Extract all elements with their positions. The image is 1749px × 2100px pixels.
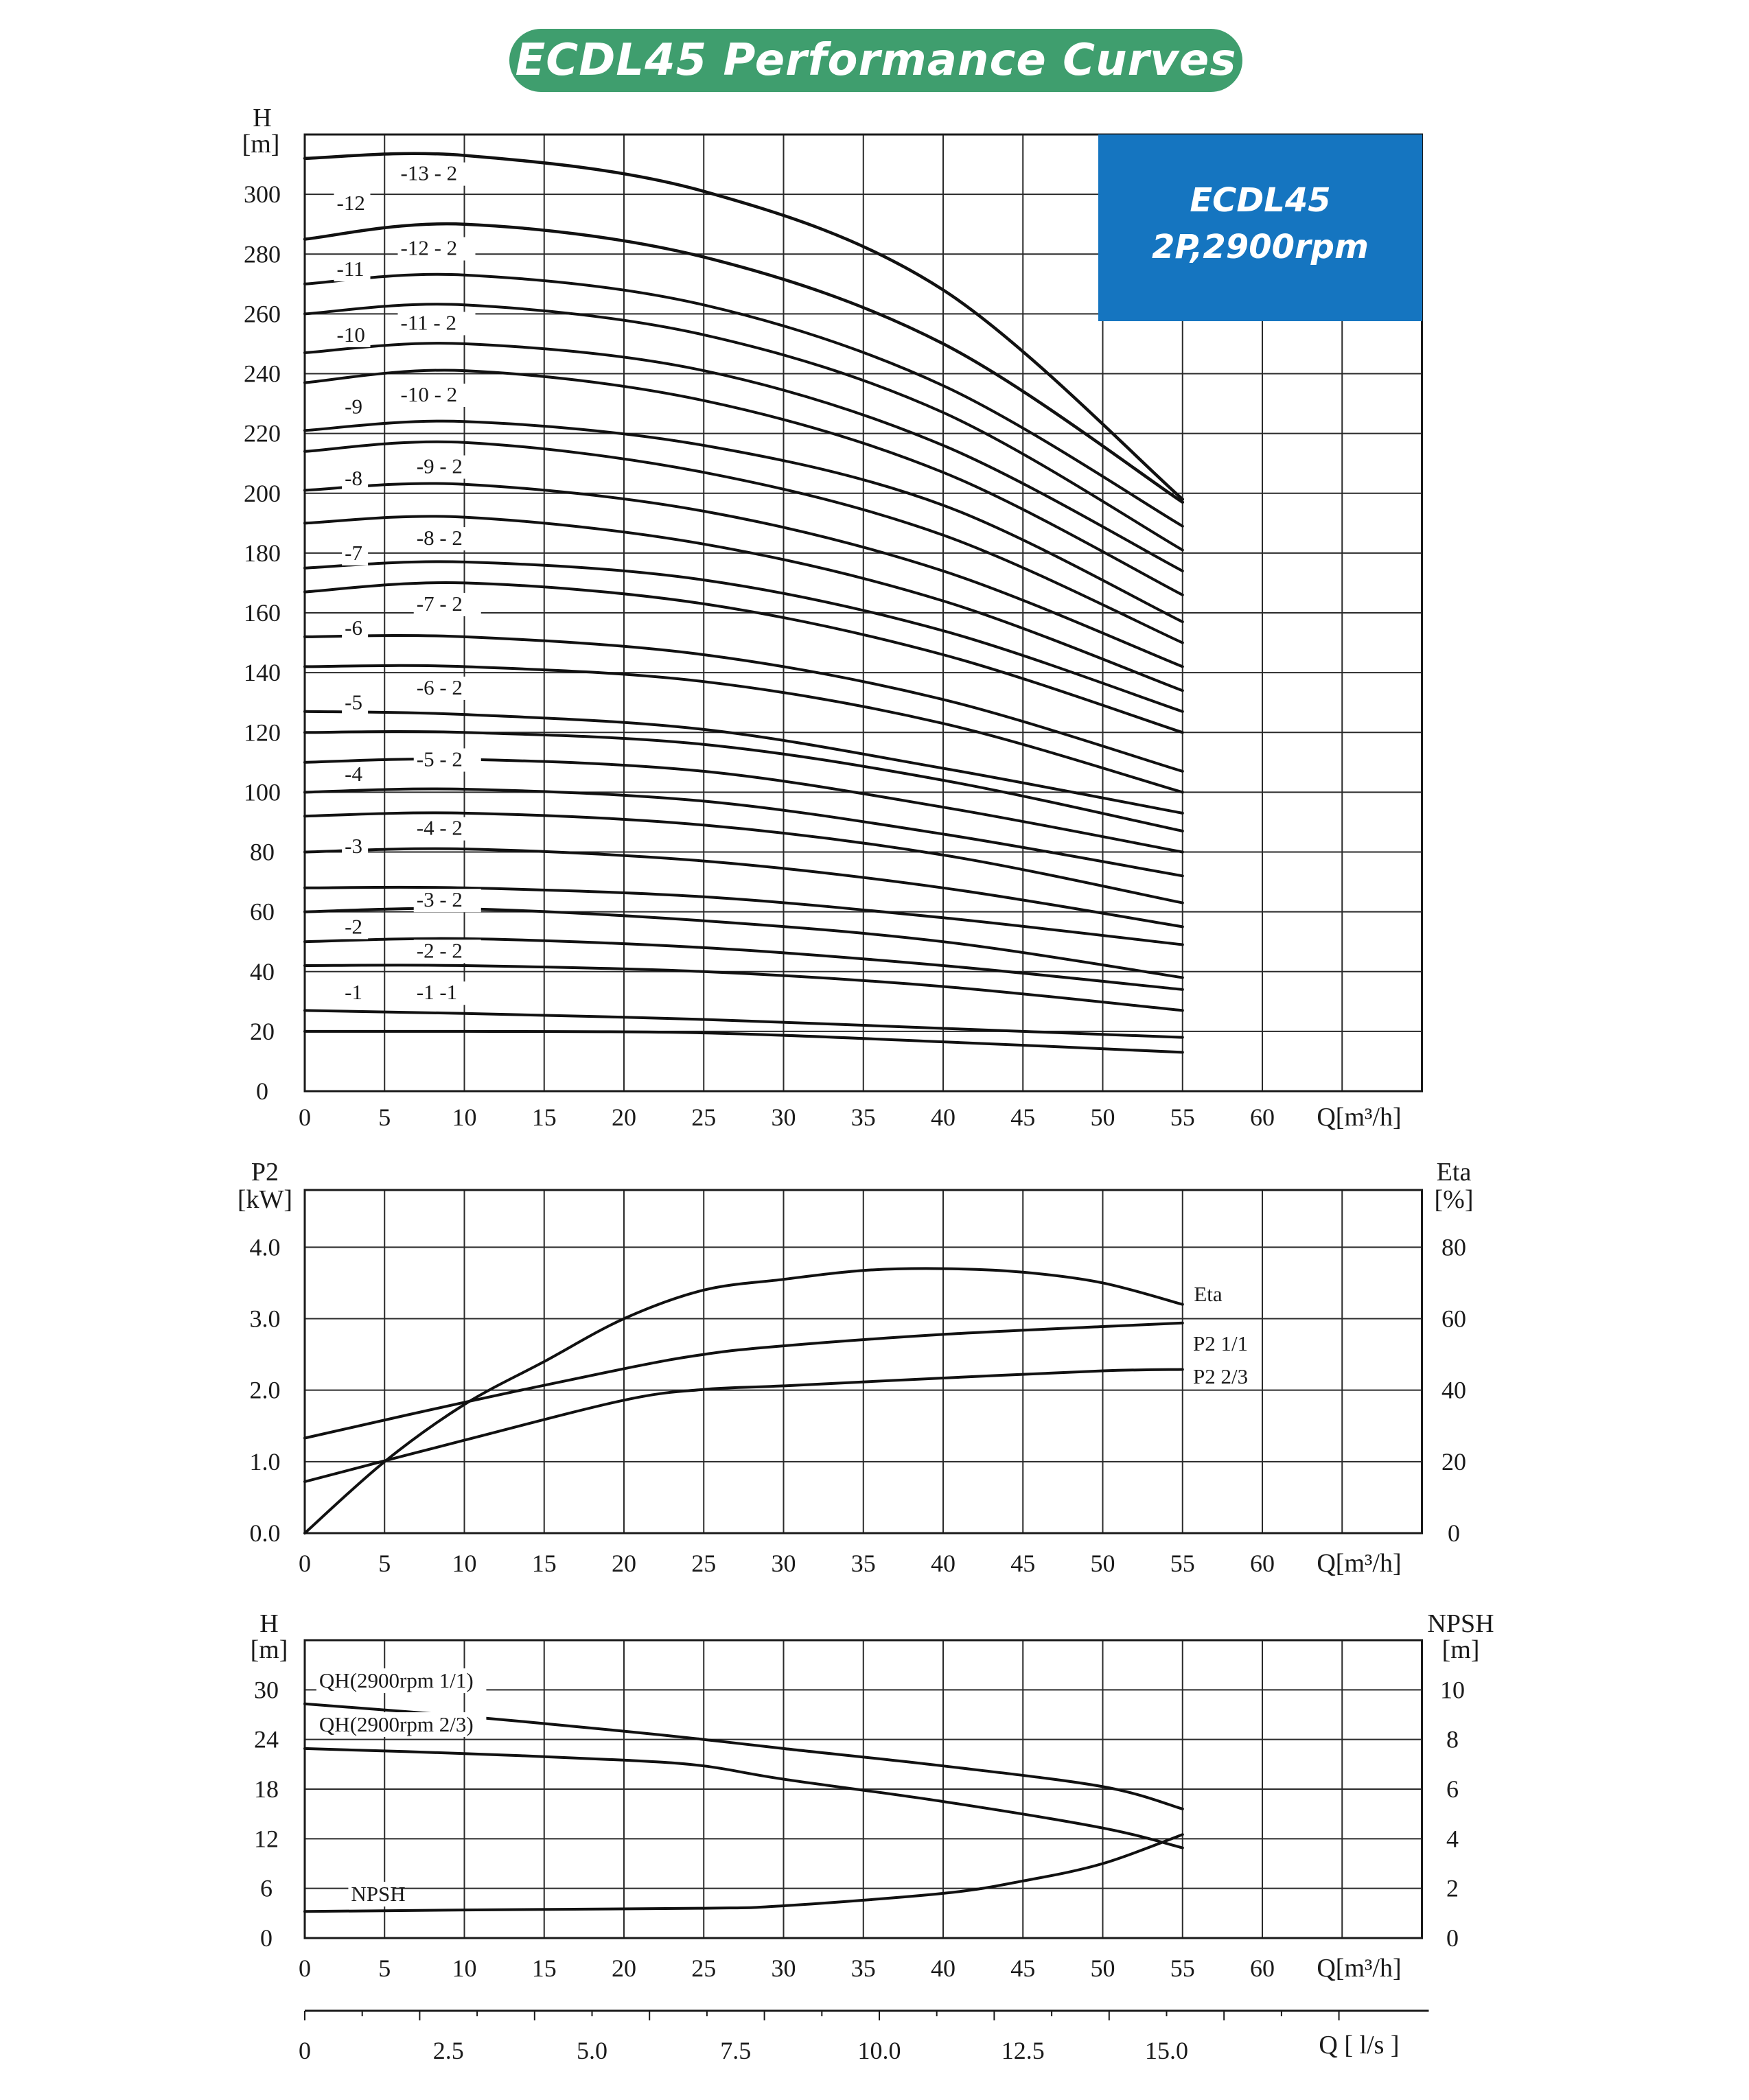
qh-x-tick-label: 10 — [452, 1955, 477, 1982]
npsh-curve-label: NPSH — [351, 1882, 406, 1906]
power-y-tick-label: 0.0 — [249, 1519, 281, 1547]
power-y-tick-label: 4.0 — [249, 1233, 281, 1261]
qh-y-tick-label: 0 — [260, 1924, 273, 1952]
qh-x-tick-label: 25 — [691, 1955, 717, 1982]
head-x-tick-label: 55 — [1170, 1104, 1195, 1131]
head-curve-label: -12 - 2 — [400, 235, 458, 260]
qh-y-axis-title: H — [259, 1609, 279, 1638]
npsh-y-tick-label: 8 — [1446, 1725, 1459, 1753]
head-curve-label: -5 — [345, 690, 362, 714]
model-name: ECDL45 — [1190, 181, 1331, 220]
power-y-axis-unit: [kW] — [237, 1185, 293, 1214]
p2-full-curve-label: P2 1/1 — [1193, 1331, 1249, 1355]
head-y-tick-label: 280 — [244, 240, 281, 268]
head-curve-label: -2 - 2 — [416, 938, 463, 963]
npsh-y-axis-title: NPSH — [1427, 1609, 1494, 1638]
head-curve-label: -3 — [345, 833, 362, 858]
qh-x-tick-label: 60 — [1250, 1955, 1275, 1982]
head-curve-label: -6 — [345, 615, 362, 640]
head-y-tick-label: 0 — [256, 1077, 268, 1105]
head-curve-label: -2 — [345, 914, 362, 939]
power-x-tick-label: 60 — [1250, 1550, 1275, 1577]
head-y-tick-label: 240 — [244, 360, 281, 388]
flow-ls-tick-label: 10.0 — [857, 2037, 901, 2064]
power-x-tick-label: 35 — [850, 1550, 876, 1577]
qh-full-curve-label: QH(2900rpm 1/1) — [318, 1668, 474, 1693]
power-x-tick-label: 40 — [931, 1550, 955, 1577]
head-x-tick-label: 15 — [531, 1104, 557, 1131]
model-speed: 2P,2900rpm — [1151, 228, 1369, 266]
head-x-tick-label: 10 — [452, 1104, 477, 1131]
head-curve — [305, 304, 1183, 550]
npsh-y-axis-unit: [m] — [1441, 1635, 1480, 1664]
power-x-tick-label: 25 — [691, 1550, 717, 1577]
power-curve — [305, 1370, 1183, 1482]
p2-two-thirds-curve-label: P2 2/3 — [1193, 1364, 1249, 1388]
power-x-tick-label: 10 — [452, 1550, 477, 1577]
qh-y-tick-label: 30 — [254, 1676, 279, 1704]
head-curve-label: -9 — [345, 394, 362, 419]
head-x-axis-label: Q[m³/h] — [1317, 1103, 1402, 1132]
head-curve-label: -7 - 2 — [416, 591, 463, 616]
chart-title: ECDL45 Performance Curves — [509, 29, 1242, 92]
head-y-tick-label: 160 — [244, 599, 281, 627]
qh-y-axis-unit: [m] — [250, 1635, 288, 1664]
head-curve-label: -10 — [336, 322, 365, 347]
head-x-tick-label: 0 — [299, 1104, 311, 1131]
power-y-tick-label: 2.0 — [249, 1376, 281, 1404]
qh-y-tick-label: 6 — [260, 1874, 273, 1902]
qh-x-tick-label: 15 — [531, 1955, 557, 1982]
qh-y-tick-label: 24 — [254, 1725, 279, 1753]
power-x-tick-label: 5 — [378, 1550, 391, 1577]
head-curve-label: -6 - 2 — [416, 675, 463, 699]
qh-two-thirds-curve-label: QH(2900rpm 2/3) — [318, 1712, 474, 1736]
qh-curve — [305, 1834, 1183, 1911]
head-x-tick-label: 40 — [931, 1104, 955, 1131]
head-curve-label: -11 - 2 — [400, 310, 456, 335]
head-x-tick-label: 20 — [612, 1104, 636, 1131]
head-y-tick-label: 260 — [244, 300, 281, 328]
qh-x-tick-label: 5 — [378, 1955, 391, 1982]
head-x-tick-label: 50 — [1090, 1104, 1115, 1131]
eta-y-axis-unit: [%] — [1434, 1185, 1474, 1214]
head-curve — [305, 1031, 1183, 1053]
qh-x-tick-label: 30 — [771, 1955, 796, 1982]
head-curve-label: -8 — [345, 465, 362, 490]
head-x-tick-label: 5 — [378, 1104, 391, 1131]
power-y-tick-label: 3.0 — [249, 1305, 281, 1333]
eta-y-tick-label: 0 — [1448, 1519, 1460, 1547]
npsh-y-tick-label: 2 — [1446, 1874, 1459, 1902]
head-curve-label: -8 - 2 — [416, 526, 463, 550]
npsh-y-tick-label: 4 — [1446, 1825, 1459, 1853]
power-curve — [305, 1268, 1183, 1533]
qh-x-tick-label: 40 — [931, 1955, 955, 1982]
power-curve — [305, 1323, 1183, 1438]
head-y-tick-label: 140 — [244, 659, 281, 687]
head-y-tick-label: 180 — [244, 539, 281, 567]
head-y-tick-label: 300 — [244, 180, 281, 209]
head-curve-label: -13 - 2 — [400, 161, 458, 185]
head-curve-label: -10 - 2 — [400, 382, 458, 406]
head-curve-label: -1 -1 — [416, 980, 458, 1005]
head-y-tick-label: 20 — [250, 1017, 275, 1045]
head-curve-label: -11 — [336, 257, 364, 281]
qh-x-axis-label: Q[m³/h] — [1317, 1954, 1402, 1983]
head-y-tick-label: 200 — [244, 479, 281, 507]
head-y-tick-label: 60 — [250, 898, 275, 926]
eta-y-tick-label: 20 — [1441, 1447, 1466, 1475]
head-x-tick-label: 30 — [771, 1104, 796, 1131]
head-curve-label: -12 — [336, 191, 365, 215]
npsh-y-tick-label: 0 — [1446, 1924, 1459, 1952]
power-x-tick-label: 0 — [299, 1550, 311, 1577]
flow-ls-tick-label: 0 — [299, 2037, 311, 2064]
qh-x-tick-label: 55 — [1170, 1955, 1195, 1982]
power-x-tick-label: 45 — [1010, 1550, 1036, 1577]
eta-y-tick-label: 60 — [1441, 1305, 1466, 1333]
eta-y-axis-title: Eta — [1436, 1158, 1472, 1187]
head-y-axis-title: H — [253, 104, 272, 132]
head-y-tick-label: 40 — [250, 957, 275, 985]
head-x-tick-label: 35 — [850, 1104, 876, 1131]
power-x-tick-label: 15 — [531, 1550, 557, 1577]
head-curve-label: -1 — [345, 980, 362, 1005]
qh-x-tick-label: 20 — [612, 1955, 636, 1982]
eta-y-tick-label: 80 — [1441, 1233, 1466, 1261]
flow-ls-tick-label: 2.5 — [432, 2037, 464, 2064]
power-x-tick-label: 55 — [1170, 1550, 1195, 1577]
head-y-tick-label: 80 — [250, 838, 275, 866]
npsh-y-tick-label: 6 — [1446, 1775, 1459, 1803]
eta-curve-label: Eta — [1194, 1282, 1223, 1306]
power-x-axis-label: Q[m³/h] — [1317, 1549, 1402, 1578]
qh-x-tick-label: 50 — [1090, 1955, 1115, 1982]
flow-ls-tick-label: 12.5 — [1001, 2037, 1045, 2064]
head-y-tick-label: 120 — [244, 719, 281, 747]
power-y-tick-label: 1.0 — [249, 1447, 281, 1475]
head-curve-label: -3 - 2 — [416, 887, 463, 912]
flow-ls-axis-label: Q [ l/s ] — [1319, 2031, 1400, 2060]
head-x-tick-label: 45 — [1010, 1104, 1036, 1131]
power-x-tick-label: 50 — [1090, 1550, 1115, 1577]
qh-x-tick-label: 0 — [299, 1955, 311, 1982]
qh-x-tick-label: 45 — [1010, 1955, 1036, 1982]
power-x-tick-label: 20 — [612, 1550, 636, 1577]
head-curve-label: -5 - 2 — [416, 747, 463, 771]
power-y-axis-title: P2 — [251, 1158, 279, 1187]
flow-ls-tick-label: 15.0 — [1145, 2037, 1188, 2064]
flow-ls-tick-label: 7.5 — [720, 2037, 752, 2064]
head-y-tick-label: 100 — [244, 778, 281, 806]
head-y-axis-unit: [m] — [242, 130, 280, 159]
power-x-tick-label: 30 — [771, 1550, 796, 1577]
head-y-tick-label: 220 — [244, 419, 281, 447]
qh-y-tick-label: 18 — [254, 1775, 279, 1803]
qh-curve — [305, 1749, 1183, 1848]
head-curve-label: -9 - 2 — [416, 454, 463, 478]
head-curve-label: -7 — [345, 540, 362, 565]
head-x-tick-label: 25 — [691, 1104, 717, 1131]
head-x-tick-label: 60 — [1250, 1104, 1275, 1131]
qh-x-tick-label: 35 — [850, 1955, 876, 1982]
npsh-y-tick-label: 10 — [1440, 1676, 1465, 1704]
head-curve-label: -4 — [345, 762, 362, 786]
flow-ls-tick-label: 5.0 — [577, 2037, 607, 2064]
qh-y-tick-label: 12 — [254, 1825, 279, 1853]
eta-y-tick-label: 40 — [1441, 1376, 1466, 1404]
head-curve-label: -4 - 2 — [416, 815, 463, 840]
